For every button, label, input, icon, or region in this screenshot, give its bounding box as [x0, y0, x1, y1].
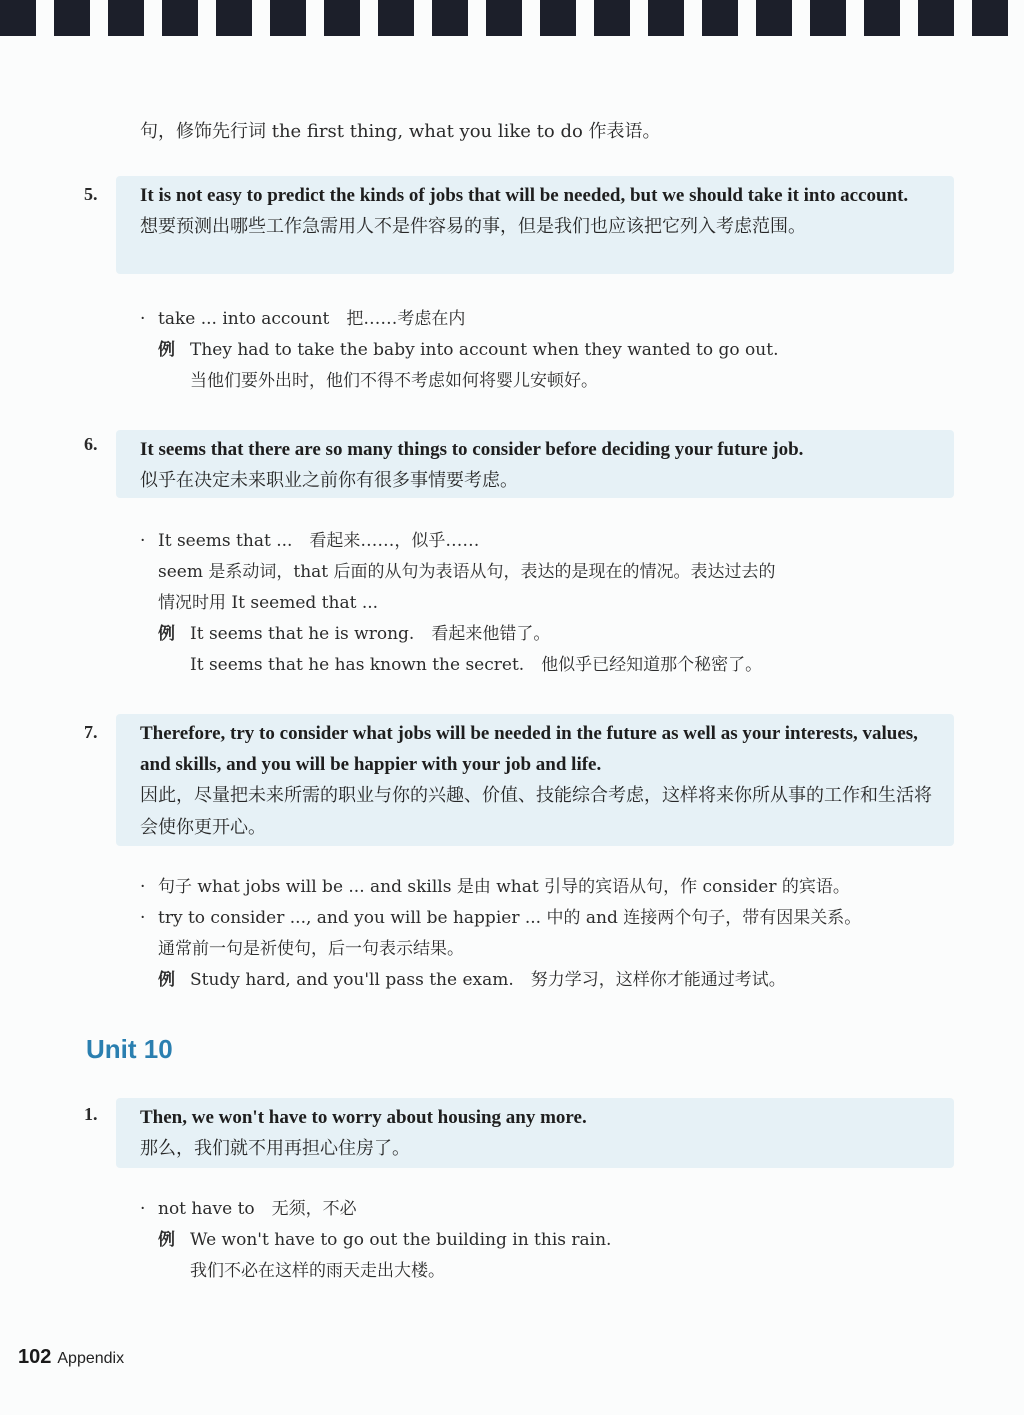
note-item	[140, 304, 778, 335]
bullet: ·	[140, 877, 146, 897]
notes-section-5	[140, 304, 778, 397]
chinese-translation: 因此，尽量把未来所需的职业与你的兴趣、价值、技能综合考虑，这样将来你所从事的工作和生活将会使你更开心。	[140, 785, 932, 838]
page-footer	[18, 1346, 124, 1369]
english-sentence: Therefore, try to consider what jobs will be needed in the future as well as your interests, values, and skills, and you will be happier with your job and life.	[140, 723, 918, 775]
english-sentence: Then, we won't have to worry about housing any more.	[140, 1107, 587, 1128]
sentence-box	[116, 176, 954, 274]
sentence-box	[116, 430, 954, 498]
chinese-translation: 那么，我们就不用再担心住房了。	[140, 1138, 410, 1159]
footer-label: Appendix	[57, 1350, 125, 1367]
continuation-text: 句，修饰先行词 the first thing, what you like to do 作表语。	[140, 121, 661, 142]
note-text: 句子 what jobs will be ... and skills 是由 what 引导的宾语从句，作 consider 的宾语。	[158, 877, 850, 897]
sentence-number: 5.	[84, 184, 98, 204]
notes-section-7	[140, 872, 960, 996]
page-number: 102	[18, 1346, 52, 1368]
unit-title: Unit 10	[86, 1034, 173, 1064]
example-text-2: It seems that he has known the secret. 他似乎已经知道那个秘密了。	[190, 655, 763, 675]
note-item	[140, 903, 960, 934]
bullet: ·	[140, 1199, 146, 1219]
example-text: They had to take the baby into account when they wanted to go out.	[190, 340, 779, 360]
note-text: not have to 无须，不必	[158, 1199, 357, 1219]
sentence-number: 7.	[84, 722, 98, 742]
example-label: 例	[158, 970, 175, 990]
sentence-number: 6.	[84, 434, 98, 454]
notes-unit10-1	[140, 1194, 611, 1287]
note-explanation: seem 是系动词，that 后面的从句为表语从句，表达的是现在的情况。表达过去的	[158, 562, 776, 582]
example-translation: 当他们要外出时，他们不得不考虑如何将婴儿安顿好。	[190, 371, 598, 391]
note-item	[140, 872, 960, 903]
example-text: It seems that he is wrong. 看起来他错了。	[190, 624, 551, 644]
bullet: ·	[140, 309, 146, 329]
note-text: take ... into account 把……考虑在内	[158, 309, 466, 329]
example-text: Study hard, and you'll pass the exam. 努力学习，这样你才能通过考试。	[190, 970, 786, 990]
example	[140, 1225, 611, 1256]
example	[140, 335, 778, 366]
example-label: 例	[158, 624, 175, 644]
example	[140, 619, 776, 650]
english-sentence: It is not easy to predict the kinds of jobs that will be needed, but we should take it into account.	[140, 185, 909, 206]
note-text: try to consider ..., and you will be happier ... 中的 and 连接两个句子，带有因果关系。	[158, 908, 862, 928]
note-explanation: 情况时用 It seemed that ...	[158, 593, 379, 613]
example-translation: 我们不必在这样的雨天走出大楼。	[190, 1261, 445, 1281]
sentence-box	[116, 1098, 954, 1168]
note-item	[140, 526, 776, 557]
chinese-translation: 想要预测出哪些工作急需用人不是件容易的事，但是我们也应该把它列入考虑范围。	[140, 216, 806, 237]
bullet: ·	[140, 531, 146, 551]
notes-section-6	[140, 526, 776, 681]
example-label: 例	[158, 1230, 175, 1250]
bullet: ·	[140, 908, 146, 928]
example-text: We won't have to go out the building in this rain.	[190, 1230, 612, 1250]
note-text: It seems that ... 看起来……，似乎……	[158, 531, 480, 551]
sentence-number: 1.	[84, 1104, 98, 1124]
note-explanation: 通常前一句是祈使句，后一句表示结果。	[158, 939, 464, 959]
example	[140, 965, 960, 996]
note-item	[140, 1194, 611, 1225]
english-sentence: It seems that there are so many things to consider before deciding your future job.	[140, 439, 804, 460]
chinese-translation: 似乎在决定未来职业之前你有很多事情要考虑。	[140, 470, 518, 491]
sentence-box	[116, 714, 954, 846]
example-label: 例	[158, 340, 175, 360]
